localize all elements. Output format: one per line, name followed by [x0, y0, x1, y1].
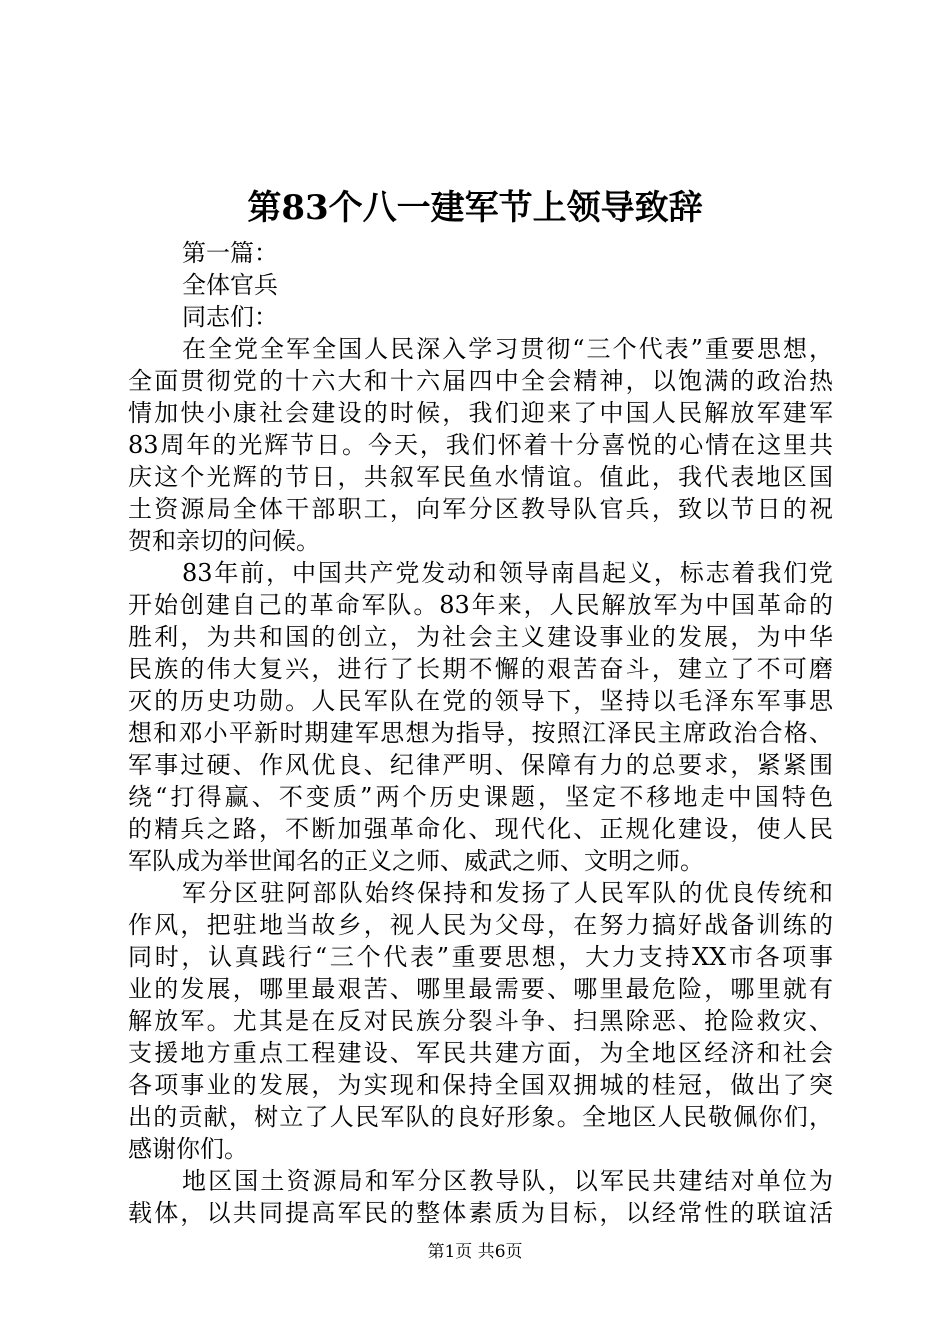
paragraph-line: 83周年的光辉节日。今天，我们怀着十分喜悦的心情在这里共: [128, 431, 833, 459]
document-title: 第83个八一建军节上领导致辞: [247, 188, 703, 228]
paragraph-line: 地区国土资源局和军分区教导队，以军民共建结对单位为: [182, 1167, 833, 1195]
paragraph-1: [128, 333, 833, 557]
paragraph-line: 在全党全军全国人民深入学习贯彻“三个代表”重要思想，: [182, 335, 833, 363]
paragraph-line: 开始创建自己的革命军队。83年来，人民解放军为中国革命的: [128, 591, 833, 619]
section-label: 第一篇：: [182, 239, 278, 267]
paragraph-line: 绕“打得赢、不变质”两个历史课题，坚定不移地走中国特色: [128, 783, 833, 811]
paragraph-line: 灭的历史功勋。人民军队在党的领导下，坚持以毛泽东军事思: [128, 687, 833, 715]
addressee-line-1: 全体官兵: [182, 271, 278, 299]
paragraph-line: 载体，以共同提高军民的整体素质为目标，以经常性的联谊活: [128, 1199, 833, 1227]
paragraph-line: 军事过硬、作风优良、纪律严明、保障有力的总要求，紧紧围: [128, 751, 833, 779]
paragraph-line: 出的贡献，树立了人民军队的良好形象。全地区人民敬佩你们，: [128, 1103, 833, 1131]
paragraph-line: 庆这个光辉的节日，共叙军民鱼水情谊。值此，我代表地区国: [128, 463, 833, 491]
paragraph-line: 贺和亲切的问候。: [128, 527, 320, 555]
paragraph-line: 业的发展，哪里最艰苦、哪里最需要、哪里最危险，哪里就有: [128, 975, 833, 1003]
paragraph-line: 民族的伟大复兴，进行了长期不懈的艰苦奋斗，建立了不可磨: [128, 655, 833, 683]
paragraph-line: 支援地方重点工程建设、军民共建方面，为全地区经济和社会: [128, 1039, 833, 1067]
paragraph-line: 83年前，中国共产党发动和领导南昌起义，标志着我们党: [182, 559, 833, 587]
paragraph-line: 的精兵之路，不断加强革命化、现代化、正规化建设，使人民: [128, 815, 833, 843]
paragraph-line: 解放军。尤其是在反对民族分裂斗争、扫黑除恶、抢险救灾、: [128, 1007, 833, 1035]
paragraph-2: [128, 557, 833, 877]
paragraph-4: [128, 1165, 833, 1229]
page-footer: 第1页 共6页: [427, 1242, 523, 1262]
paragraph-line: 作风，把驻地当故乡，视人民为父母，在努力搞好战备训练的: [128, 911, 833, 939]
paragraph-3: [128, 877, 833, 1165]
paragraph-line: 情加快小康社会建设的时候，我们迎来了中国人民解放军建军: [128, 399, 833, 427]
paragraph-line: 各项事业的发展，为实现和保持全国双拥城的桂冠，做出了突: [128, 1071, 833, 1099]
paragraph-line: 军分区驻阿部队始终保持和发扬了人民军队的优良传统和: [182, 879, 833, 907]
paragraph-line: 感谢你们。: [128, 1135, 248, 1163]
paragraph-line: 胜利，为共和国的创立，为社会主义建设事业的发展，为中华: [128, 623, 833, 651]
addressee-line-2: 同志们：: [182, 303, 278, 331]
paragraph-line: 全面贯彻党的十六大和十六届四中全会精神，以饱满的政治热: [128, 367, 833, 395]
paragraph-line: 军队成为举世闻名的正义之师、威武之师、文明之师。: [128, 847, 704, 875]
paragraph-line: 土资源局全体干部职工，向军分区教导队官兵，致以节日的祝: [128, 495, 833, 523]
document-body: [128, 237, 833, 1229]
paragraph-line: 想和邓小平新时期建军思想为指导，按照江泽民主席政治合格、: [128, 719, 833, 747]
paragraph-line: 同时，认真践行“三个代表”重要思想，大力支持XX市各项事: [128, 943, 833, 971]
